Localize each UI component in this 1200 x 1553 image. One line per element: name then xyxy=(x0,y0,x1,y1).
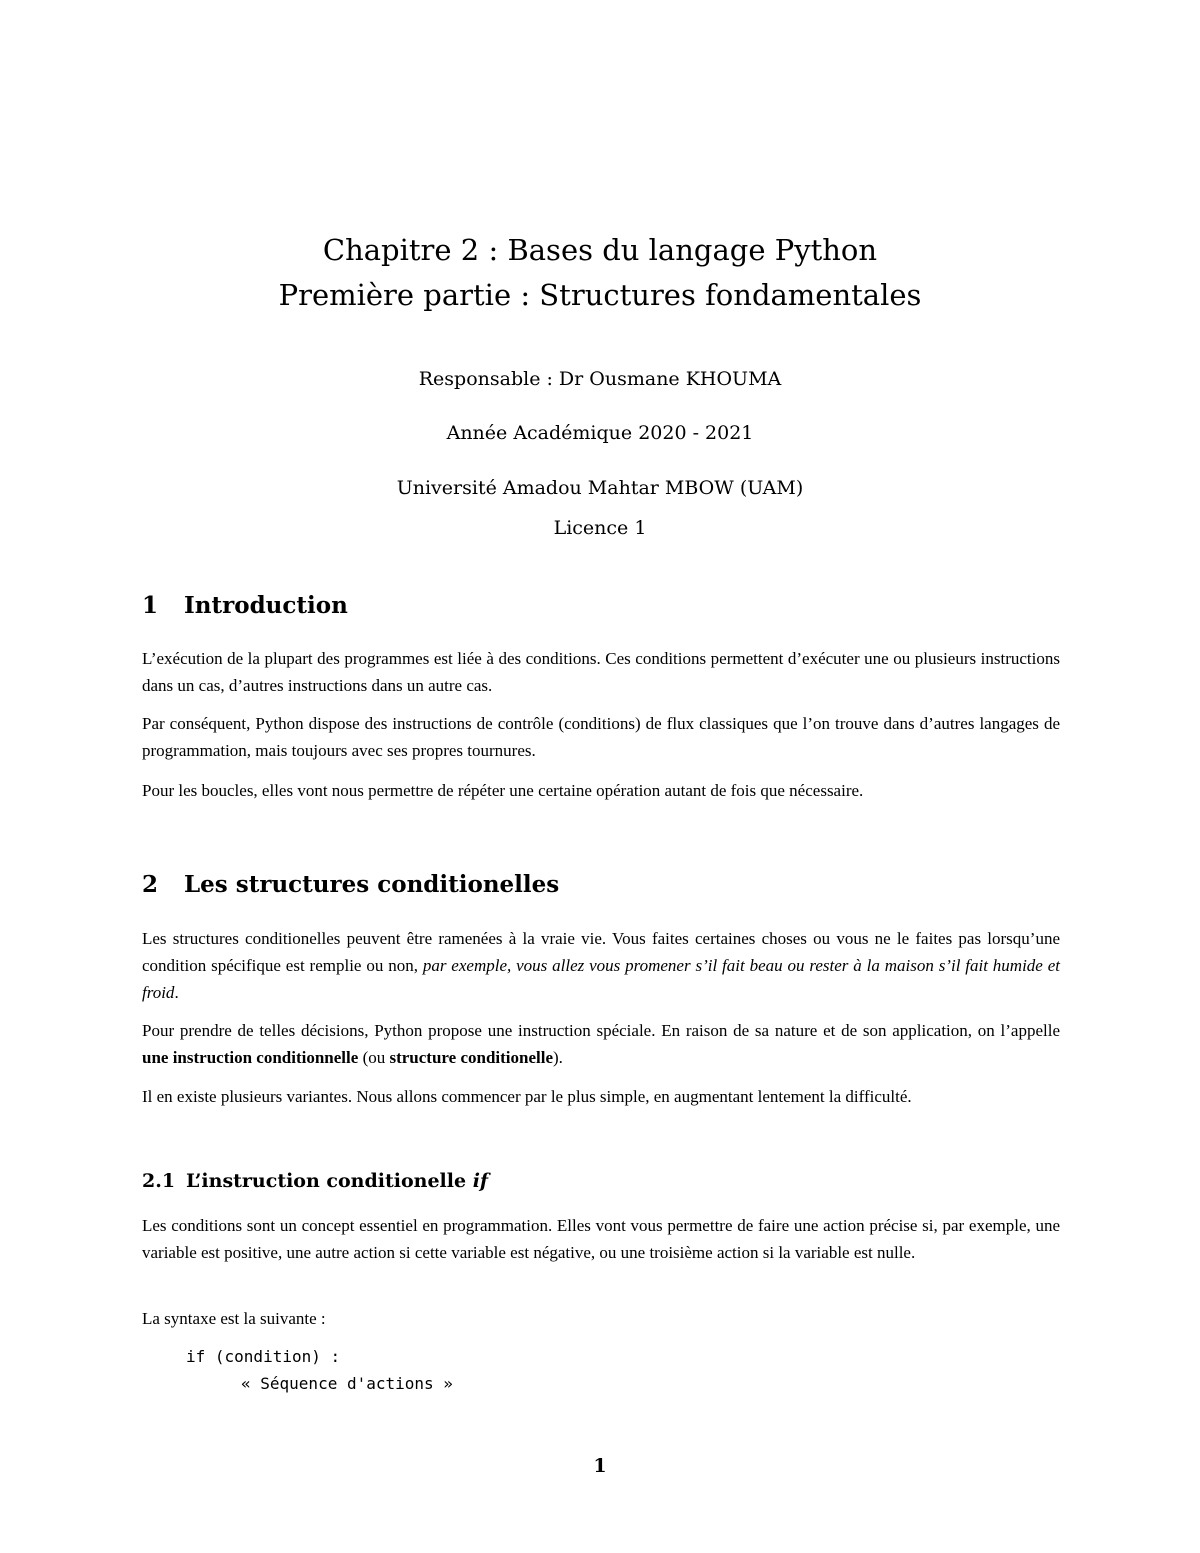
section-title: Les structures conditionelles xyxy=(184,871,560,898)
section-number: 2 xyxy=(142,871,159,898)
paragraph: L’exécution de la plupart des programmes est liée à des conditions. Ces conditions permettent d’exécuter une ou plusieurs instructions dans un cas, d’autres instructions dans un autre cas. xyxy=(142,649,1060,695)
paragraph: Les conditions sont un concept essentiel en programmation. Elles vont vous permettre de faire une action précise si, par exemple, une variable est positive, une autre action si cette variable est négative, ou une troisième action si la variable est nulle. xyxy=(142,1216,1060,1262)
paragraph-text: Les structures conditionelles peuvent être ramenées à la vraie vie. Vous faites certaines choses ou vous ne le faites pas lorsqu’une condition spécifique est remplie ou non, xyxy=(142,929,1060,975)
section-title: Introduction xyxy=(184,592,348,619)
subsection-title: L’instruction conditionelle xyxy=(186,1170,473,1192)
paragraph xyxy=(142,1017,1060,1071)
paragraph-text: (ou xyxy=(358,1048,390,1067)
subsection-number: 2.1 xyxy=(142,1170,176,1192)
paragraph: Par conséquent, Python dispose des instructions de contrôle (conditions) de flux classiques que l’on trouve dans d’autres langages de programmation, mais toujours avec ses propres tournures. xyxy=(142,714,1060,760)
paragraph-end: . xyxy=(174,983,179,1002)
section-heading-introduction xyxy=(142,594,348,617)
paragraph: Il en existe plusieurs variantes. Nous allons commencer par le plus simple, en augmentant lentement la difficulté. xyxy=(142,1087,912,1106)
code-line: if (condition) : xyxy=(186,1347,341,1366)
title-line-2: Première partie : Structures fondamentales xyxy=(278,278,922,312)
subsection-title-italic: if xyxy=(472,1170,489,1192)
code-line: « Séquence d'actions » xyxy=(241,1374,453,1393)
syntax-intro: La syntaxe est la suivante : xyxy=(142,1309,326,1328)
paragraph-bold: structure conditionelle xyxy=(389,1048,554,1067)
responsable: Responsable : Dr Ousmane KHOUMA xyxy=(418,368,782,390)
paragraph-text: Pour prendre de telles décisions, Python propose une instruction spéciale. En raison de sa nature et de son application, on l’appelle xyxy=(142,1021,1060,1040)
section-heading-structures xyxy=(142,873,559,896)
universite: Université Amadou Mahtar MBOW (UAM) xyxy=(396,477,804,499)
section-number: 1 xyxy=(142,592,159,619)
paragraph-italic: par exemple, vous allez vous promener s’il fait beau ou rester à la maison s’il fait humide et froid xyxy=(142,956,1060,1002)
paragraph-bold: une instruction conditionnelle xyxy=(142,1048,359,1067)
subsection-heading-if xyxy=(142,1172,488,1191)
paragraph-end: ). xyxy=(553,1048,563,1067)
paragraph xyxy=(142,925,1060,1006)
paragraph: Pour les boucles, elles vont nous permettre de répéter une certaine opération autant de fois que nécessaire. xyxy=(142,781,864,800)
page-number: 1 xyxy=(593,1455,607,1477)
title-line-1: Chapitre 2 : Bases du langage Python xyxy=(322,233,878,267)
niveau: Licence 1 xyxy=(553,517,647,539)
annee-academique: Année Académique 2020 - 2021 xyxy=(446,422,754,444)
